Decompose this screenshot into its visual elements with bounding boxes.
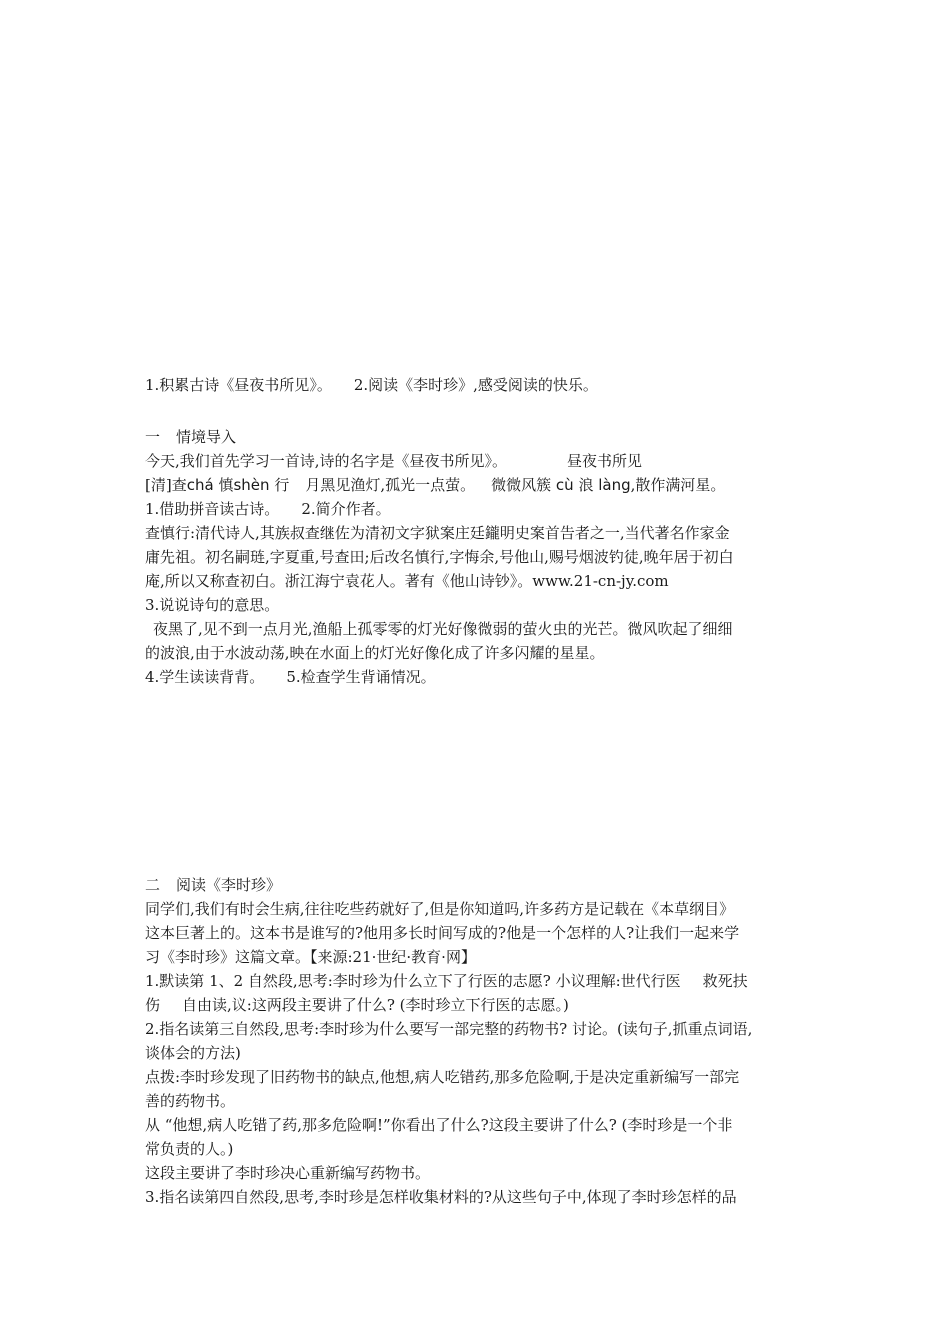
quote-line: 从 “他想,病人吃错了药,那多危险啊!”你看出了什么?这段主要讲了什么? (李时珍是一个非 (145, 1116, 733, 1134)
question-3: 3.指名读第四自然段,思考,李时珍是怎样收集材料的?从这些句子中,体现了李时珍怎样的品 (145, 1188, 737, 1206)
meaning-line: 夜黑了,见不到一点月光,渔船上孤零零的灯光好像微弱的萤火虫的光芒。微风吹起了细细 (153, 620, 733, 638)
step-3: 3.说说诗句的意思。 (145, 596, 280, 614)
section-reading: 二 阅读《李时珍》 同学们,我们有时会生病,往往吃些药就好了,但是你知道吗,许多药方是记载在《本草纲目》 这本巨著上的。这本书是谁写的?他用多长时间写成的?他是一个怎样的人?让我们一起来学 习《李时珍》这篇文章。【来源:21·世纪·教育·网】 1.默读第 1、2 自然段,思考:李时珍为什么立下了行医的志愿? 小议理解:世代行医 救死扶 伤 自由读,议:这两段主要讲了什么? (李时珍立下行医的志愿。) 2.指名读第三自然段,思考:李时珍为什么要写一部完整的药物书? 讨论。(读句子,抓重点词语, 谈体会的方法) 点拨:李时珍发现了旧药物书的缺点,他想,病人吃错药,那多危险啊,于是决定重新编写一部完 善的药物书。 从 “他想,病人吃错了药,那多危险啊!”你看出了什么?这段主要讲了什么? (李时珍是一个非 常负责的人。) 这段主要讲了李时珍决心重新编写药物书。 3.指名读第四自然段,思考,李时珍是怎样收集材料的?从这些句子中,体现了李时珍怎样的品 (145, 873, 815, 1209)
section-1-heading: 一 情境导入 (145, 428, 237, 446)
objective-2: 2.阅读《李时珍》,感受阅读的快乐。 (353, 376, 598, 394)
poem-lines: [清]查chá 慎shèn 行 月黑见渔灯,孤光一点萤。 微微风簇 cù 浪 làng,散作满河星。 (145, 476, 726, 494)
author-line: 庸先祖。初名嗣琏,字夏重,号查田;后改名慎行,字悔余,号他山,赐号烟波钓徒,晚年居于初白 (145, 548, 734, 566)
objective-1: 1.积累古诗《昼夜书所见》。 (145, 376, 332, 394)
intro-text: 今天,我们首先学习一首诗,诗的名字是《昼夜书所见》。 (145, 452, 508, 470)
author-line: 查慎行:清代诗人,其族叔查继佐为清初文字狱案庄廷鑨明史案首告者之一,当代著名作家金 (145, 524, 730, 542)
summary: 这段主要讲了李时珍决心重新编写药物书。 (145, 1164, 431, 1182)
poem-title: 昼夜书所见 (567, 452, 643, 470)
objectives (145, 373, 815, 397)
step-2: 2.简介作者。 (301, 500, 391, 518)
intro-line: 这本巨著上的。这本书是谁写的?他用多长时间写成的?他是一个怎样的人?让我们一起来学 (145, 924, 740, 942)
section-intro (145, 425, 815, 689)
step-5: 5.检查学生背诵情况。 (286, 668, 436, 686)
meaning-line: 的波浪,由于水波动荡,映在水面上的灯光好像化成了许多闪耀的星星。 (145, 644, 605, 662)
tip-line: 善的药物书。 (145, 1092, 236, 1110)
question-1: 1.默读第 1、2 自然段,思考:李时珍为什么立下了行医的志愿? 小议理解:世代行医 (145, 972, 681, 990)
step-4: 4.学生读读背背。 (145, 668, 265, 686)
quote-line: 常负责的人。) (145, 1140, 234, 1158)
intro-line: 同学们,我们有时会生病,往往吃些药就好了,但是你知道吗,许多药方是记载在《本草纲目》 (145, 900, 735, 918)
tip-line: 点拨:李时珍发现了旧药物书的缺点,他想,病人吃错药,那多危险啊,于是决定重新编写一部完 (145, 1068, 740, 1086)
section-2-heading: 二 阅读《李时珍》 (145, 876, 282, 894)
question-2: 2.指名读第三自然段,思考:李时珍为什么要写一部完整的药物书? 讨论。(读句子,抓重点词语, (145, 1020, 753, 1038)
step-1: 1.借助拼音读古诗。 (145, 500, 280, 518)
intro-line: 习《李时珍》这篇文章。【来源:21·世纪·教育·网】 (145, 948, 476, 966)
author-line: 庵,所以又称查初白。浙江海宁袁花人。著有《他山诗钞》。www.21-cn-jy.com (145, 572, 669, 590)
